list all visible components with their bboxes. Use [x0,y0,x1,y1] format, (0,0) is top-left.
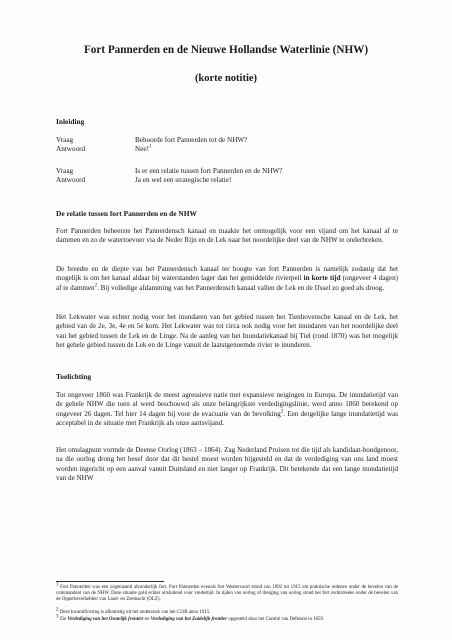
answer-label: Antwoord [56,176,86,184]
question-label: Vraag [56,167,74,175]
paragraph: Fort Pannerden beheerste het Pannerdensch kanaal en maakte het onmogelijk voor een vijand om het kanaal af te dammen en zo de watertoevoer via de Neder Rijn en de Lek naar het noordelijke deel van de NHW te onderbreken. [56,227,398,245]
footnote: $^3$ Zie Verdediging van het Oostelijk frontier en Verdediging van het Zuidelijk frontier opgesteld door het Comité van Defensie in 1859. [56,614,325,622]
footnote: $^2$ Deze kwantificering is afkomstig uit het onderzoek van het CJ1B anno 1915. [56,607,211,615]
document-subtitle: (korte notitie) [194,73,258,84]
question-text: Behoorde fort Pannerden tot de NHW? [135,136,248,144]
section-heading-explanation: Toelichting [56,372,92,381]
paragraph: Het omslagpunt vormde de Deense Oorlog (1863 – 1864). Zag Nederland Pruisen tot die tijd als kandidaat-bondgenoot, na die oorlog drong het besef door dat dit bestel moest worden bijgesteld en dat de verdediging van ons land moest worden ingericht op een aanval vanuit Duitsland en niet langer op Frankrijk. Dit betekende dat een lange inundatietijd van de NHW [56,446,398,482]
section-heading-relation: De relatie tussen fort Pannerden en de NHW [56,209,197,218]
answer-text: Nee!$^1$ [135,144,152,153]
document-title: Fort Pannerden en de Nieuwe Hollandse Waterlinie (NHW) [83,44,369,56]
section-heading-intro: Inleiding [56,117,85,126]
answer-text: Ja en wel een strategische relatie! [135,176,232,184]
paragraph: Het Lekwater was echter nodig voor het inundaren van het gebied tussen het Tienhovensche kanaal en de Lek, het gebied van de 2e, 3e, 4e en 5e kom. Het Lekwater was tot circa ook nodig voor het inundaren van het noordelijke deel van het gebied tussen de Lek en de Linge. Na de aanleg van het Inundatiekanaal bij Tiel (rond 1870) was het mogelijk het gehele gebied tussen de Lek en de Linge vanuit de laatstgenoemde rivier te inunderen. [56,313,398,349]
question-text: Is er een relatie tussen fort Pannerden en de NHW? [135,167,283,175]
footnote-separator [56,581,164,582]
paragraph: De breedte en de diepte van het Pannerdensch kanaal ter hoogte van fort Pannerden is namelijk zodanig dat het mogelijk is om het kanaal aldaar bij waterstanden lager dan het gemiddelde rivierpeil in korte tijd (ongeveer 4 dagen) af te dammen$^2$. Bij volledige afdamming van het Pannerdensch kanaal vallen de Lek en de IJssel zo goed als droog. [56,265,398,292]
question-label: Vraag [56,136,74,144]
answer-label: Antwoord [56,145,86,153]
paragraph: Tot ongeveer 1860 was Frankrijk de meest agressieve natie met expansieve neigingen in Europa. De inundatietijd van de gehele NHW die toen al werd beschouwd als onze belangrijkste verdedigingslinie, werd anno 1860 berekend op ongeveer 26 dagen. Tel hier 14 dagen bij voor de evacuatie van de bevolking$^3$. Een dergelijke lange inundatietijd was acceptabel in de situatie met Frankrijk als onze aartsvijand. [56,391,398,427]
footnote: $^1$ Fort Pannerden was een zogenaamd afzonderlijk fort. Fort Pannerden evenals fort Westervoort stond van 1892 tot 1915 om praktische redenen onder de bevelen van de commandant van de NHW. Deze situatie gold echter uitsluitend voor vredestijd. In tijden van oorlog of dreiging van oorlog stond het fort rechtstreeks onder de bevelen van de Opperbevelhebber van Land- en Zeemacht (OLZ). [56,582,399,603]
